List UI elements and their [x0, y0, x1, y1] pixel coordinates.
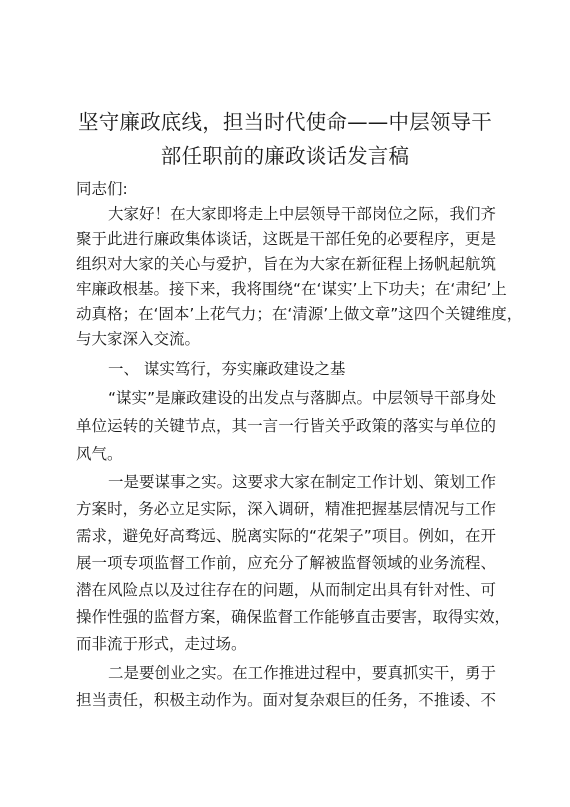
paragraph-line: 动真格；在‘固本’上花气力；在‘清源’上做文章”这四个关键维度，: [76, 305, 523, 323]
paragraph-line: 操作性强的监督方案，确保监督工作能够直击要害，取得实效，: [76, 608, 511, 626]
paragraph-line: 与大家深入交流。: [76, 330, 201, 348]
paragraph-line: 方案时，务必立足实际，深入调研，精准把握基层情况与工作: [76, 500, 496, 518]
paragraph-line: 需求，避免好高骛远、脱离实际的“花架子”项目。例如，在开: [76, 527, 496, 545]
paragraph-line: 风气。: [76, 445, 123, 463]
document-title-line-1: 坚守廉政底线，担当时代使命——中层领导干: [78, 110, 492, 134]
paragraph-line: 组织对大家的关心与爱护，旨在为大家在新征程上扬帆起航筑: [76, 255, 496, 273]
document-title-line-2: 部任职前的廉政谈话发言稿: [160, 144, 410, 168]
paragraph-line: 大家好！在大家即将走上中层领导干部岗位之际，我们齐: [108, 205, 496, 223]
paragraph-line: 展一项专项监督工作前，应充分了解被监督领域的业务流程、: [76, 554, 496, 572]
paragraph-line: 牢廉政根基。接下来，我将围绕“在‘谋实’上下功夫；在‘肃纪’上: [76, 280, 507, 298]
paragraph-line: 聚于此进行廉政集体谈话，这既是干部任免的必要程序，更是: [76, 230, 496, 248]
salutation: 同志们:: [76, 180, 128, 198]
paragraph-line: “谋实”是廉政建设的出发点与落脚点。中层领导干部身处: [108, 389, 497, 407]
paragraph-line: 而非流于形式，走过场。: [76, 635, 247, 653]
paragraph-line: 二是要创业之实。在工作推进过程中，要真抓实干，勇于: [108, 664, 496, 682]
paragraph-line: 一是要谋事之实。这要求大家在制定工作计划、策划工作: [108, 473, 496, 491]
section-heading: 一、 谋实笃行，夯实廉政建设之基: [108, 360, 346, 378]
paragraph-line: 担当责任，积极主动作为。面对复杂艰巨的任务，不推诿、不: [76, 691, 496, 709]
paragraph-line: 单位运转的关键节点，其一言一行皆关乎政策的落实与单位的: [76, 417, 496, 435]
paragraph-line: 潜在风险点以及过往存在的问题，从而制定出具有针对性、可: [76, 581, 496, 599]
